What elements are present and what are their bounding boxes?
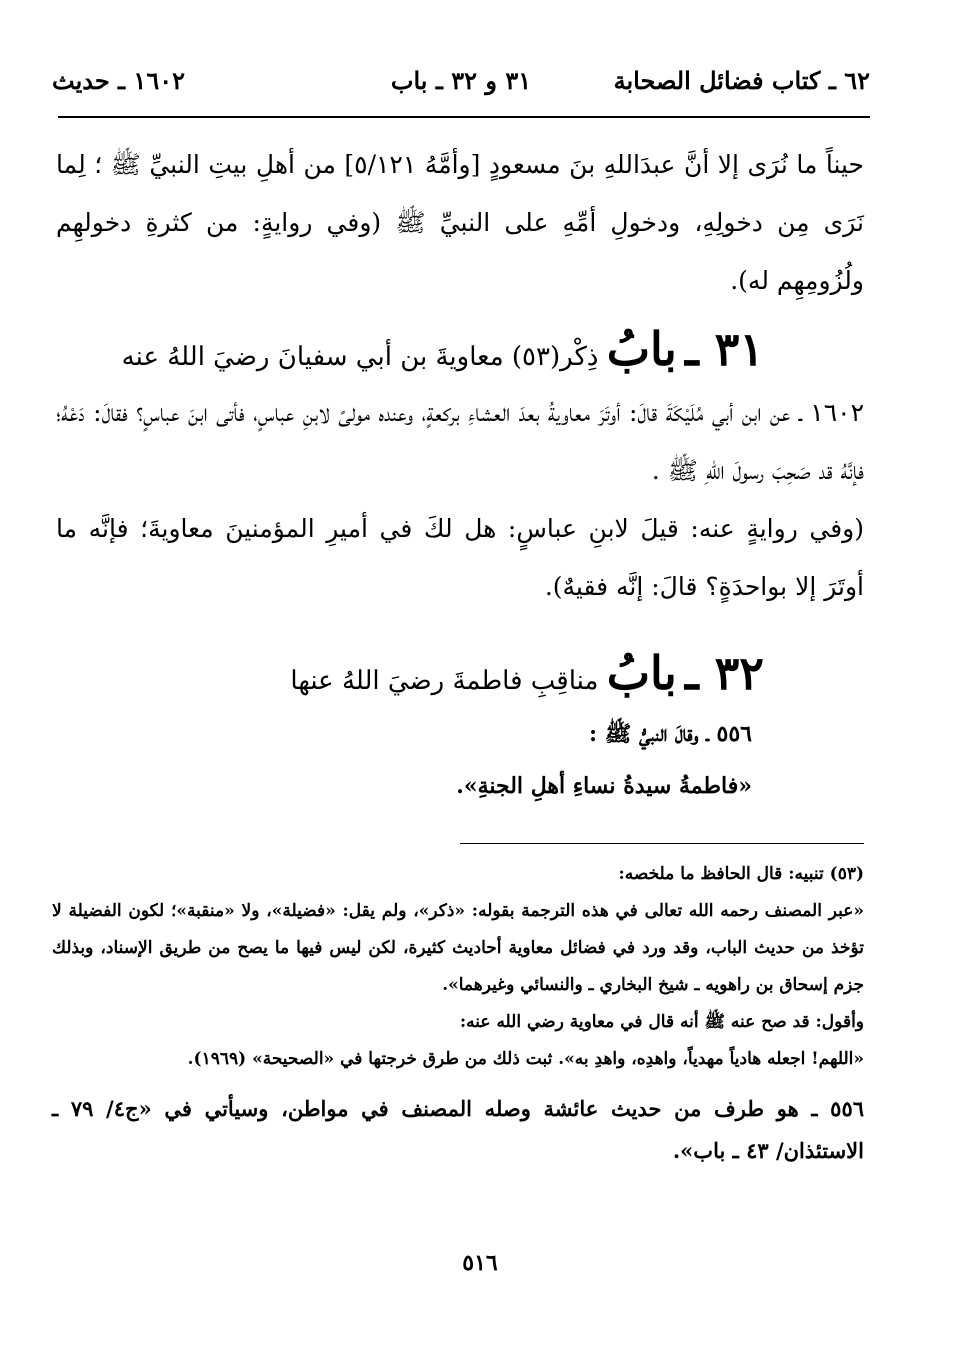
- main-text: [56, 136, 864, 812]
- footnote-53-hadith: «اللهم! اجعله هادياً مهدياً، واهدِه، واهدِ به». ثبت ذلك من طرق خرجتها في «الصحيحة» (١٩٦٩).: [187, 1049, 864, 1069]
- chapter-32-number: ٣٢ ـ: [685, 646, 764, 700]
- footnote-53-head: (٥٣) تنبيه: قال الحافظ ما ملخصه:: [618, 864, 864, 884]
- header-book-title: ٦٢ ـ كتاب فضائل الصحابة: [613, 66, 870, 95]
- chapter-31-number: ٣١ ـ: [685, 322, 764, 376]
- page-number: ٥١٦: [462, 1250, 498, 1276]
- hadith-1602: ١٦٠٢ ـ عن ابن أبي مُلَيْكَةَ قالَ: أوتَرَ معاويةُ بعدَ العشاءِ بركعةٍ، وعنده مولىً لابنِ عباسٍ، فأتى ابنَ عباسٍ؟ فقالَ: دَعْهُ؛ فإنَّهُ قد صَحِبَ رسولَ اللهِ ﷺ .: [56, 398, 864, 485]
- saying-556-text: «فاطمةُ سيدةُ نساءِ أهلِ الجنةِ».: [456, 773, 752, 799]
- chapter-31-title: ذِكْر(٥٣) معاويةَ بن أبي سفيانَ رضيَ اللهُ عنه: [121, 342, 599, 372]
- running-header: [52, 60, 870, 100]
- chapter-31-heading: [56, 314, 864, 384]
- footnote-556: ٥٥٦ ـ هو طرف من حديث عائشة وصله المصنف في مواطن، وسيأتي في «ج٤/ ٧٩ ـ الاستئذان/ ٤٣ ـ باب».: [52, 1096, 865, 1163]
- footnote-53-quote: «عبر المصنف رحمه الله تعالى في هذه الترجمة بقوله: «ذكر»، ولم يقل: «فضيلة»، ولا «منقبة»؛ لكون الفضيلة لا تؤخذ من حديث الباب، وقد ورد في فضائل معاوية أحاديث كثيرة، لكن ليس فيها ما يصح من طريق الإسناد، وبذلك جزم إسحاق بن راهويه ـ شيخ البخاري ـ والنسائي وغيرهما».: [52, 901, 864, 995]
- footnote-53-aqool: وأقول: قد صح عنه ﷺ أنه قال في معاوية رضي الله عنه:: [459, 1012, 864, 1032]
- hadith-1602-rewaya: (وفي روايةٍ عنه: قيلَ لابنِ عباسٍ: هل لكَ في أميرِ المؤمنينَ معاويةَ؛ فإنَّه ما أوتَرَ إلا بواحدَةٍ؟ قالَ: إنَّه فقيهٌ).: [56, 514, 864, 601]
- saying-556-intro: ٥٥٦ ـ وقالَ النبيُّ ﷺ :: [588, 721, 752, 747]
- header-hadith-number: ١٦٠٢ ـ حديث: [52, 66, 185, 95]
- chapter-32-title: مناقِبِ فاطمةَ رضيَ اللهُ عنها: [290, 666, 599, 696]
- intro-paragraph: حيناً ما نُرَى إلا أنَّ عبدَاللهِ بنَ مسعودٍ [وأمَّهُ ٥/١٢١] من أهلِ بيتِ النبيِّ ﷺ ؛ لِما نَرَى مِن دخولِهِ، ودخولِ أمِّهِ على النبيِّ ﷺ (وفي روايةٍ: من كثرةِ دخولهِم ولُزُومِهِم له).: [56, 150, 864, 295]
- chapter-31-bab: بابُ: [606, 322, 677, 376]
- footnote-divider: [460, 843, 864, 844]
- footnotes: [52, 856, 864, 1172]
- header-chapter-range: ٣١ و ٣٢ ـ باب: [390, 66, 532, 95]
- chapter-32-heading: [56, 638, 864, 708]
- chapter-32-bab: بابُ: [606, 646, 677, 700]
- header-divider: [58, 116, 870, 118]
